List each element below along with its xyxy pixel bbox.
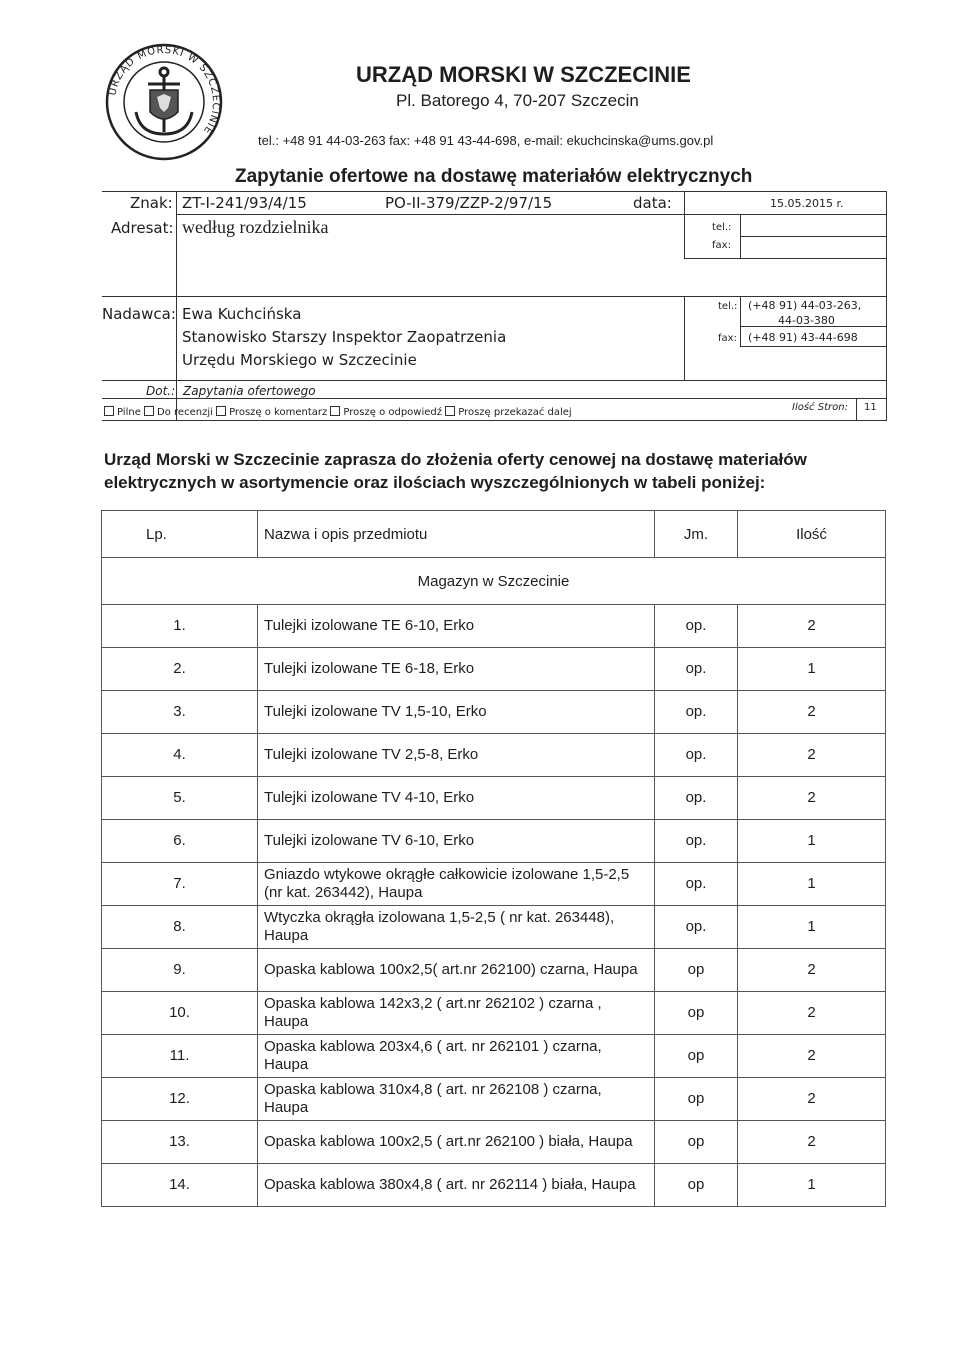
table-row <box>102 820 886 863</box>
dot-value: Zapytania ofertowego <box>183 384 316 398</box>
row-qty: 2 <box>738 1121 886 1164</box>
row-name: Gniazdo wtykowe okrągłe całkowicie izolowane 1,5-2,5 (nr kat. 263442), Haupa <box>258 863 655 906</box>
row-qty: 1 <box>738 863 886 906</box>
nadawca-tel-1: (+48 91) 44-03-263, <box>748 299 862 312</box>
routing-checkboxes: Pilne Do recenzji Proszę o komentarz Proszę o odpowiedź Proszę przekazać dalej <box>104 406 572 418</box>
row-qty: 2 <box>738 949 886 992</box>
table-row <box>102 863 886 906</box>
row-qty: 2 <box>738 777 886 820</box>
row-unit: op. <box>655 691 738 734</box>
row-name: Opaska kablowa 142x3,2 ( art.nr 262102 ) czarna , Haupa <box>258 992 655 1035</box>
row-qty: 2 <box>738 1035 886 1078</box>
row-lp: 4. <box>102 734 258 777</box>
row-name: Opaska kablowa 310x4,8 ( art. nr 262108 ) czarna, Haupa <box>258 1078 655 1121</box>
row-name: Opaska kablowa 380x4,8 ( art. nr 262114 ) biała, Haupa <box>258 1164 655 1207</box>
row-unit: op <box>655 1121 738 1164</box>
table-row <box>102 1164 886 1207</box>
table-row <box>102 777 886 820</box>
table-row <box>102 648 886 691</box>
dot-bottom-line <box>102 398 886 399</box>
row-unit: op. <box>655 863 738 906</box>
header-qty: Ilość <box>738 511 886 558</box>
row-qty: 1 <box>738 648 886 691</box>
form-bottom-line <box>102 420 886 421</box>
items-table <box>101 510 886 1207</box>
adresat-value: według rozdzielnika <box>182 217 329 237</box>
row-unit: op <box>655 1035 738 1078</box>
znak-label: Znak: <box>130 194 173 212</box>
row-qty: 2 <box>738 691 886 734</box>
row-qty: 2 <box>738 1078 886 1121</box>
row-name: Tulejki izolowane TV 4-10, Erko <box>258 777 655 820</box>
checkbox[interactable] <box>144 406 154 416</box>
nadawca-tel-divider <box>740 296 741 346</box>
nadawca-tel-label: tel.: <box>718 301 738 312</box>
nadawca-top-line <box>102 296 886 297</box>
date-column-line <box>684 191 685 258</box>
row-unit: op. <box>655 777 738 820</box>
row-name: Wtyczka okrągła izolowana 1,5-2,5 ( nr kat. 263448), Haupa <box>258 906 655 949</box>
row-name: Opaska kablowa 203x4,6 ( art. nr 262101 ) czarna, Haupa <box>258 1035 655 1078</box>
tel-underline <box>740 236 886 237</box>
nadawca-position: Stanowisko Starszy Inspektor Zaopatrzenia <box>182 328 507 346</box>
row-unit: op. <box>655 734 738 777</box>
row-qty: 1 <box>738 820 886 863</box>
header-jm: Jm. <box>655 511 738 558</box>
row-unit: op. <box>655 605 738 648</box>
row-qty: 2 <box>738 734 886 777</box>
checkbox[interactable] <box>104 406 114 416</box>
table-row <box>102 1078 886 1121</box>
row-lp: 10. <box>102 992 258 1035</box>
row-lp: 2. <box>102 648 258 691</box>
checkbox[interactable] <box>216 406 226 416</box>
znak-reference: PO-II-379/ZZP-2/97/15 <box>385 194 553 212</box>
table-row <box>102 605 886 648</box>
table-header-row <box>102 511 886 558</box>
checkbox[interactable] <box>330 406 340 416</box>
pages-label: Ilość Stron: <box>792 402 848 413</box>
section-label: Magazyn w Szczecinie <box>102 558 886 605</box>
row-qty: 1 <box>738 1164 886 1207</box>
nadawca-name: Ewa Kuchcińska <box>182 305 302 323</box>
row-lp: 9. <box>102 949 258 992</box>
dot-divider <box>176 380 177 398</box>
row-name: Tulejki izolowane TE 6-10, Erko <box>258 605 655 648</box>
form-right-line <box>886 191 887 421</box>
row-unit: op <box>655 1078 738 1121</box>
row-lp: 3. <box>102 691 258 734</box>
row-name: Tulejki izolowane TV 6-10, Erko <box>258 820 655 863</box>
row-qty: 2 <box>738 605 886 648</box>
nadawca-fax: (+48 91) 43-44-698 <box>748 331 858 344</box>
organization-name: URZĄD MORSKI W SZCZECINIE <box>356 62 691 87</box>
row-lp: 13. <box>102 1121 258 1164</box>
row-name: Tulejki izolowane TV 1,5-10, Erko <box>258 691 655 734</box>
row-lp: 5. <box>102 777 258 820</box>
row-lp: 12. <box>102 1078 258 1121</box>
header-name: Nazwa i opis przedmiotu <box>258 511 655 558</box>
znak-value: ZT-I-241/93/4/15 <box>182 194 307 212</box>
row-name: Tulejki izolowane TV 2,5-8, Erko <box>258 734 655 777</box>
seal-text: URZĄD MORSKI W SZCZECINIE <box>107 44 222 137</box>
row-qty: 1 <box>738 906 886 949</box>
table-row <box>102 906 886 949</box>
date-underline <box>684 214 886 215</box>
row-unit: op. <box>655 906 738 949</box>
row-lp: 1. <box>102 605 258 648</box>
adresat-fax-label: fax: <box>712 240 731 251</box>
nadawca-tel-2: 44-03-380 <box>778 314 835 327</box>
fax-underline <box>684 258 886 259</box>
row-lp: 14. <box>102 1164 258 1207</box>
pages-divider <box>856 398 857 420</box>
header-lp: Lp. <box>102 511 258 558</box>
znak-underline <box>176 214 684 215</box>
row-unit: op. <box>655 648 738 691</box>
table-row <box>102 1035 886 1078</box>
form-top-line <box>102 191 886 192</box>
table-row <box>102 992 886 1035</box>
adresat-tel-label: tel.: <box>712 222 732 233</box>
nadawca-label: Nadawca: <box>102 305 176 323</box>
row-unit: op <box>655 949 738 992</box>
organization-address: Pl. Batorego 4, 70-207 Szczecin <box>396 91 639 110</box>
row-lp: 8. <box>102 906 258 949</box>
adresat-label: Adresat: <box>111 219 174 237</box>
row-lp: 7. <box>102 863 258 906</box>
document-title: Zapytanie ofertowe na dostawę materiałów elektrycznych <box>235 166 753 187</box>
row-name: Opaska kablowa 100x2,5( art.nr 262100) czarna, Haupa <box>258 949 655 992</box>
row-unit: op <box>655 992 738 1035</box>
row-unit: op <box>655 1164 738 1207</box>
row-unit: op. <box>655 820 738 863</box>
checkbox[interactable] <box>445 406 455 416</box>
nadawca-contact-line <box>684 296 685 380</box>
dot-top-line <box>102 380 886 381</box>
nadawca-fax-underline <box>740 346 886 347</box>
row-name: Opaska kablowa 100x2,5 ( art.nr 262100 ) biała, Haupa <box>258 1121 655 1164</box>
row-lp: 6. <box>102 820 258 863</box>
row-qty: 2 <box>738 992 886 1035</box>
maritime-office-seal <box>104 42 224 162</box>
row-lp: 11. <box>102 1035 258 1078</box>
table-row <box>102 949 886 992</box>
table-row <box>102 734 886 777</box>
date-label: data: <box>633 194 672 212</box>
pages-value: 11 <box>864 402 877 413</box>
nadawca-fax-label: fax: <box>718 333 737 344</box>
eagle-emblem-icon <box>150 90 178 119</box>
intro-paragraph: Urząd Morski w Szczecinie zaprasza do złożenia oferty cenowej na dostawę materiałów elektrycznych w asortymencie oraz ilościach wyszczególnionych w tabeli poniżej: <box>104 450 807 492</box>
table-section-row <box>102 558 886 605</box>
date-value: 15.05.2015 r. <box>770 197 844 210</box>
table-row <box>102 1121 886 1164</box>
row-name: Tulejki izolowane TE 6-18, Erko <box>258 648 655 691</box>
dot-label: Dot.: <box>146 384 176 398</box>
nadawca-office: Urzędu Morskiego w Szczecinie <box>182 351 417 369</box>
organization-contact: tel.: +48 91 44-03-263 fax: +48 91 43-44-698, e-mail: ekuchcinska@ums.gov.pl <box>258 133 714 148</box>
table-row <box>102 691 886 734</box>
